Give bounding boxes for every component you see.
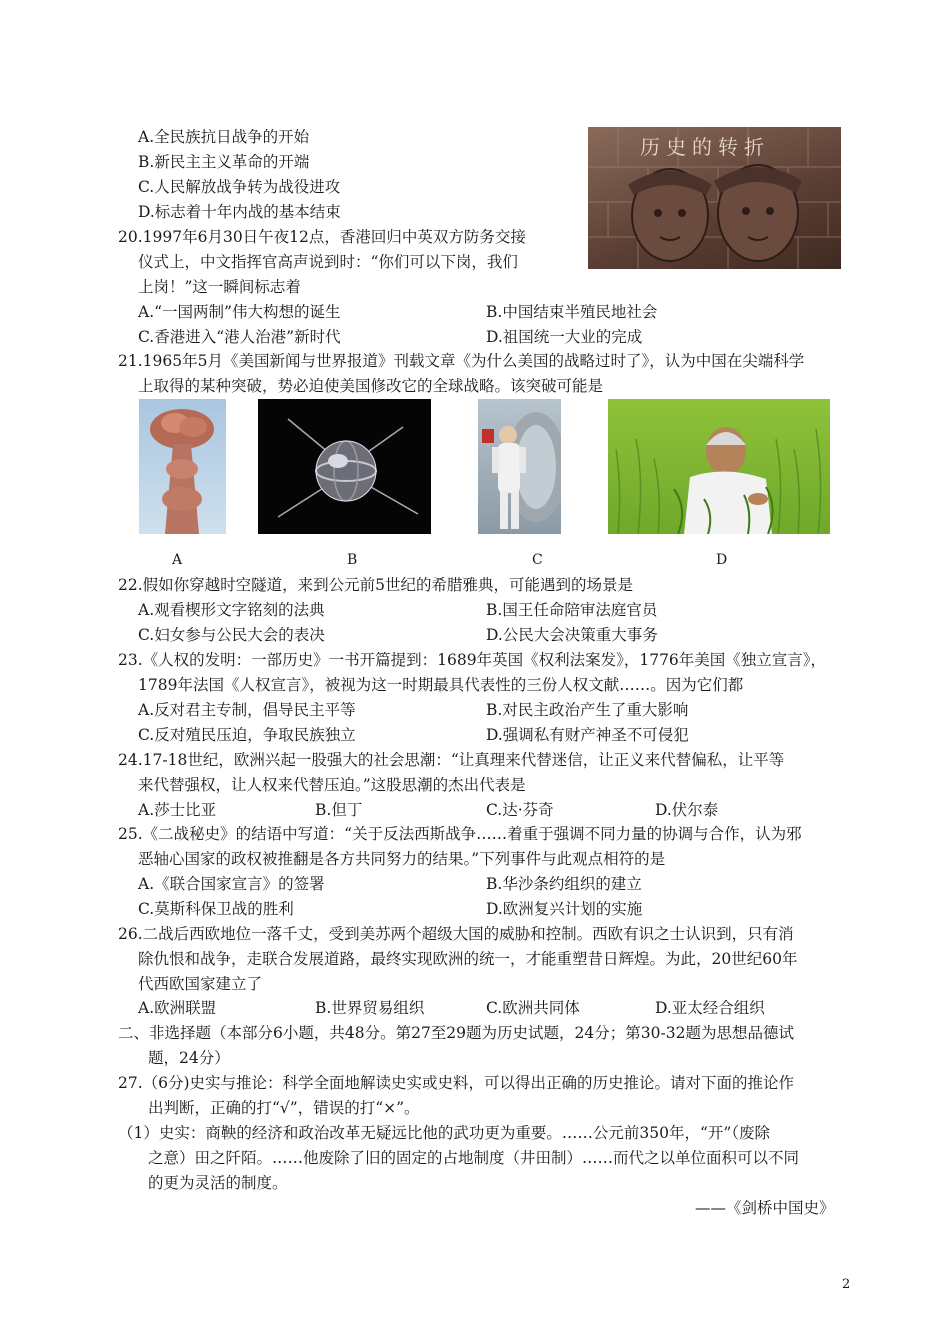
q27-sub1-line-1: （1）史实：商鞅的经济和政治改革无疑远比他的武功更为重要。……公元前350年，“开”（废除: [118, 1124, 771, 1142]
q26-option-c: C.欧洲共同体: [486, 999, 580, 1017]
q23-option-a: A.反对君主专制，倡导民主平等: [138, 701, 356, 719]
q26-stem-line-1: 26.二战后西欧地位一落千丈，受到美苏两个超级大国的威胁和控制。西欧有识之士认识到，只有消: [118, 925, 794, 943]
q19-option-d: D.标志着十年内战的基本结束: [138, 203, 341, 221]
q26-stem-line-2: 除仇恨和战争，走联合发展道路，最终实现欧洲的统一，才能重塑昔日辉煌。为此，20世纪60年: [138, 950, 798, 968]
hybrid-rice-field-image: [608, 399, 830, 534]
q20-option-b: B.中国结束半殖民地社会: [486, 303, 658, 321]
q25-option-a: A.《联合国家宣言》的签署: [138, 875, 325, 893]
q20-option-a: A.“一国两制”伟大构想的诞生: [138, 303, 341, 321]
page-number: 2: [842, 1277, 851, 1292]
q24-option-a: A.莎士比亚: [138, 801, 217, 819]
q26-option-a: A.欧洲联盟: [138, 999, 217, 1017]
q24-option-d: D.伏尔泰: [655, 801, 719, 819]
relief-title-text: 历史的转折: [640, 135, 770, 159]
q27-stem-line-1: 27.（6分)史实与推论：科学全面地解读史实或史料，可以得出正确的历史推论。请对下面的推论作: [118, 1074, 795, 1092]
q25-option-d: D.欧洲复兴计划的实施: [486, 900, 643, 918]
q27-stem-line-2: 出判断，正确的打“√”，错误的打“×”。: [148, 1099, 420, 1117]
q24-stem-line-2: 来代替强权，让人权来代替压迫。”这股思潮的杰出代表是: [138, 776, 526, 794]
q25-stem-line-1: 25.《二战秘史》的结语中写道：“关于反法西斯战争……着重于强调不同力量的协调与合作，认为邪: [118, 825, 802, 843]
section-two-heading-line-1: 二、非选择题（本部分6小题，共48分。第27至29题为历史试题，24分；第30-32题为思想品德试: [118, 1024, 794, 1042]
q21-caption-a: A: [172, 552, 183, 568]
q27-sub1-line-2: 之意）田之阡陌。……他废除了旧的固定的占地制度（井田制）……而代之以单位面积可以不同: [148, 1149, 800, 1167]
q20-stem-line-2: 仪式上，中文指挥官高声说到时：“你们可以下岗，我们: [138, 253, 518, 271]
dongfanghong-satellite-image: [258, 399, 431, 534]
q26-option-d: D.亚太经合组织: [655, 999, 765, 1017]
q19-option-a: A.全民族抗日战争的开始: [138, 128, 310, 146]
q21-caption-d: D: [716, 552, 728, 568]
q26-option-b: B.世界贸易组织: [315, 999, 425, 1017]
q23-stem-line-1: 23.《人权的发明：一部历史》一书开篇提到：1689年英国《权利法案发》，1776年美国《独立宣言》，: [118, 651, 827, 669]
q27-sub1-line-3: 的更为灵活的制度。: [148, 1174, 288, 1192]
q23-option-d: D.强调私有财产神圣不可侵犯: [486, 726, 689, 744]
q27-source: ——《剑桥中国史》: [695, 1199, 835, 1217]
q21-caption-c: C: [532, 552, 543, 568]
q25-option-b: B.华沙条约组织的建立: [486, 875, 642, 893]
section-two-heading-line-2: 题，24分）: [148, 1049, 230, 1067]
q21-stem-line-2: 上取得的某种突破，势必迫使美国修改它的全球战略。该突破可能是: [138, 377, 604, 395]
q25-stem-line-2: 恶轴心国家的政权被推翻是各方共同努力的结果。”下列事件与此观点相符的是: [138, 850, 666, 868]
q24-stem-line-1: 24.17-18世纪，欧洲兴起一股强大的社会思潮：“让真理来代替迷信，让正义来代替偏私，让平等: [118, 751, 785, 769]
astronaut-spacecraft-image: [478, 399, 561, 534]
q22-option-a: A.观看楔形文字铭刻的法典: [138, 601, 325, 619]
q21-caption-b: B: [347, 552, 358, 568]
q22-stem: 22.假如你穿越时空隧道，来到公元前5世纪的希腊雅典，可能遇到的场景是: [118, 576, 634, 594]
q20-option-d: D.祖国统一大业的完成: [486, 328, 643, 346]
q20-stem-line-3: 上岗！”这一瞬间标志着: [138, 278, 301, 296]
atomic-bomb-cloud-image: [139, 399, 226, 534]
history-turning-point-relief-image: [588, 127, 841, 269]
q24-option-c: C.达·芬奇: [486, 801, 554, 819]
q19-option-b: B.新民主主义革命的开端: [138, 153, 310, 171]
q23-option-c: C.反对殖民压迫，争取民族独立: [138, 726, 356, 744]
q19-option-c: C.人民解放战争转为战役进攻: [138, 178, 341, 196]
q22-option-c: C.妇女参与公民大会的表决: [138, 626, 325, 644]
q25-option-c: C.莫斯科保卫战的胜利: [138, 900, 294, 918]
q22-option-d: D.公民大会决策重大事务: [486, 626, 658, 644]
q23-option-b: B.对民主政治产生了重大影响: [486, 701, 689, 719]
q21-stem-line-1: 21.1965年5月《美国新闻与世界报道》刊载文章《为什么美国的战略过时了》，认为中国在尖端科学: [118, 352, 805, 370]
q23-stem-line-2: 1789年法国《人权宣言》，被视为这一时期最具代表性的三份人权文献……。因为它们都: [138, 676, 744, 694]
q20-option-c: C.香港进入“港人治港”新时代: [138, 328, 341, 346]
q20-stem-line-1: 20.1997年6月30日午夜12点，香港回归中英双方防务交接: [118, 228, 526, 246]
q24-option-b: B.但丁: [315, 801, 363, 819]
q22-option-b: B.国王任命陪审法庭官员: [486, 601, 658, 619]
q26-stem-line-3: 代西欧国家建立了: [138, 975, 263, 993]
